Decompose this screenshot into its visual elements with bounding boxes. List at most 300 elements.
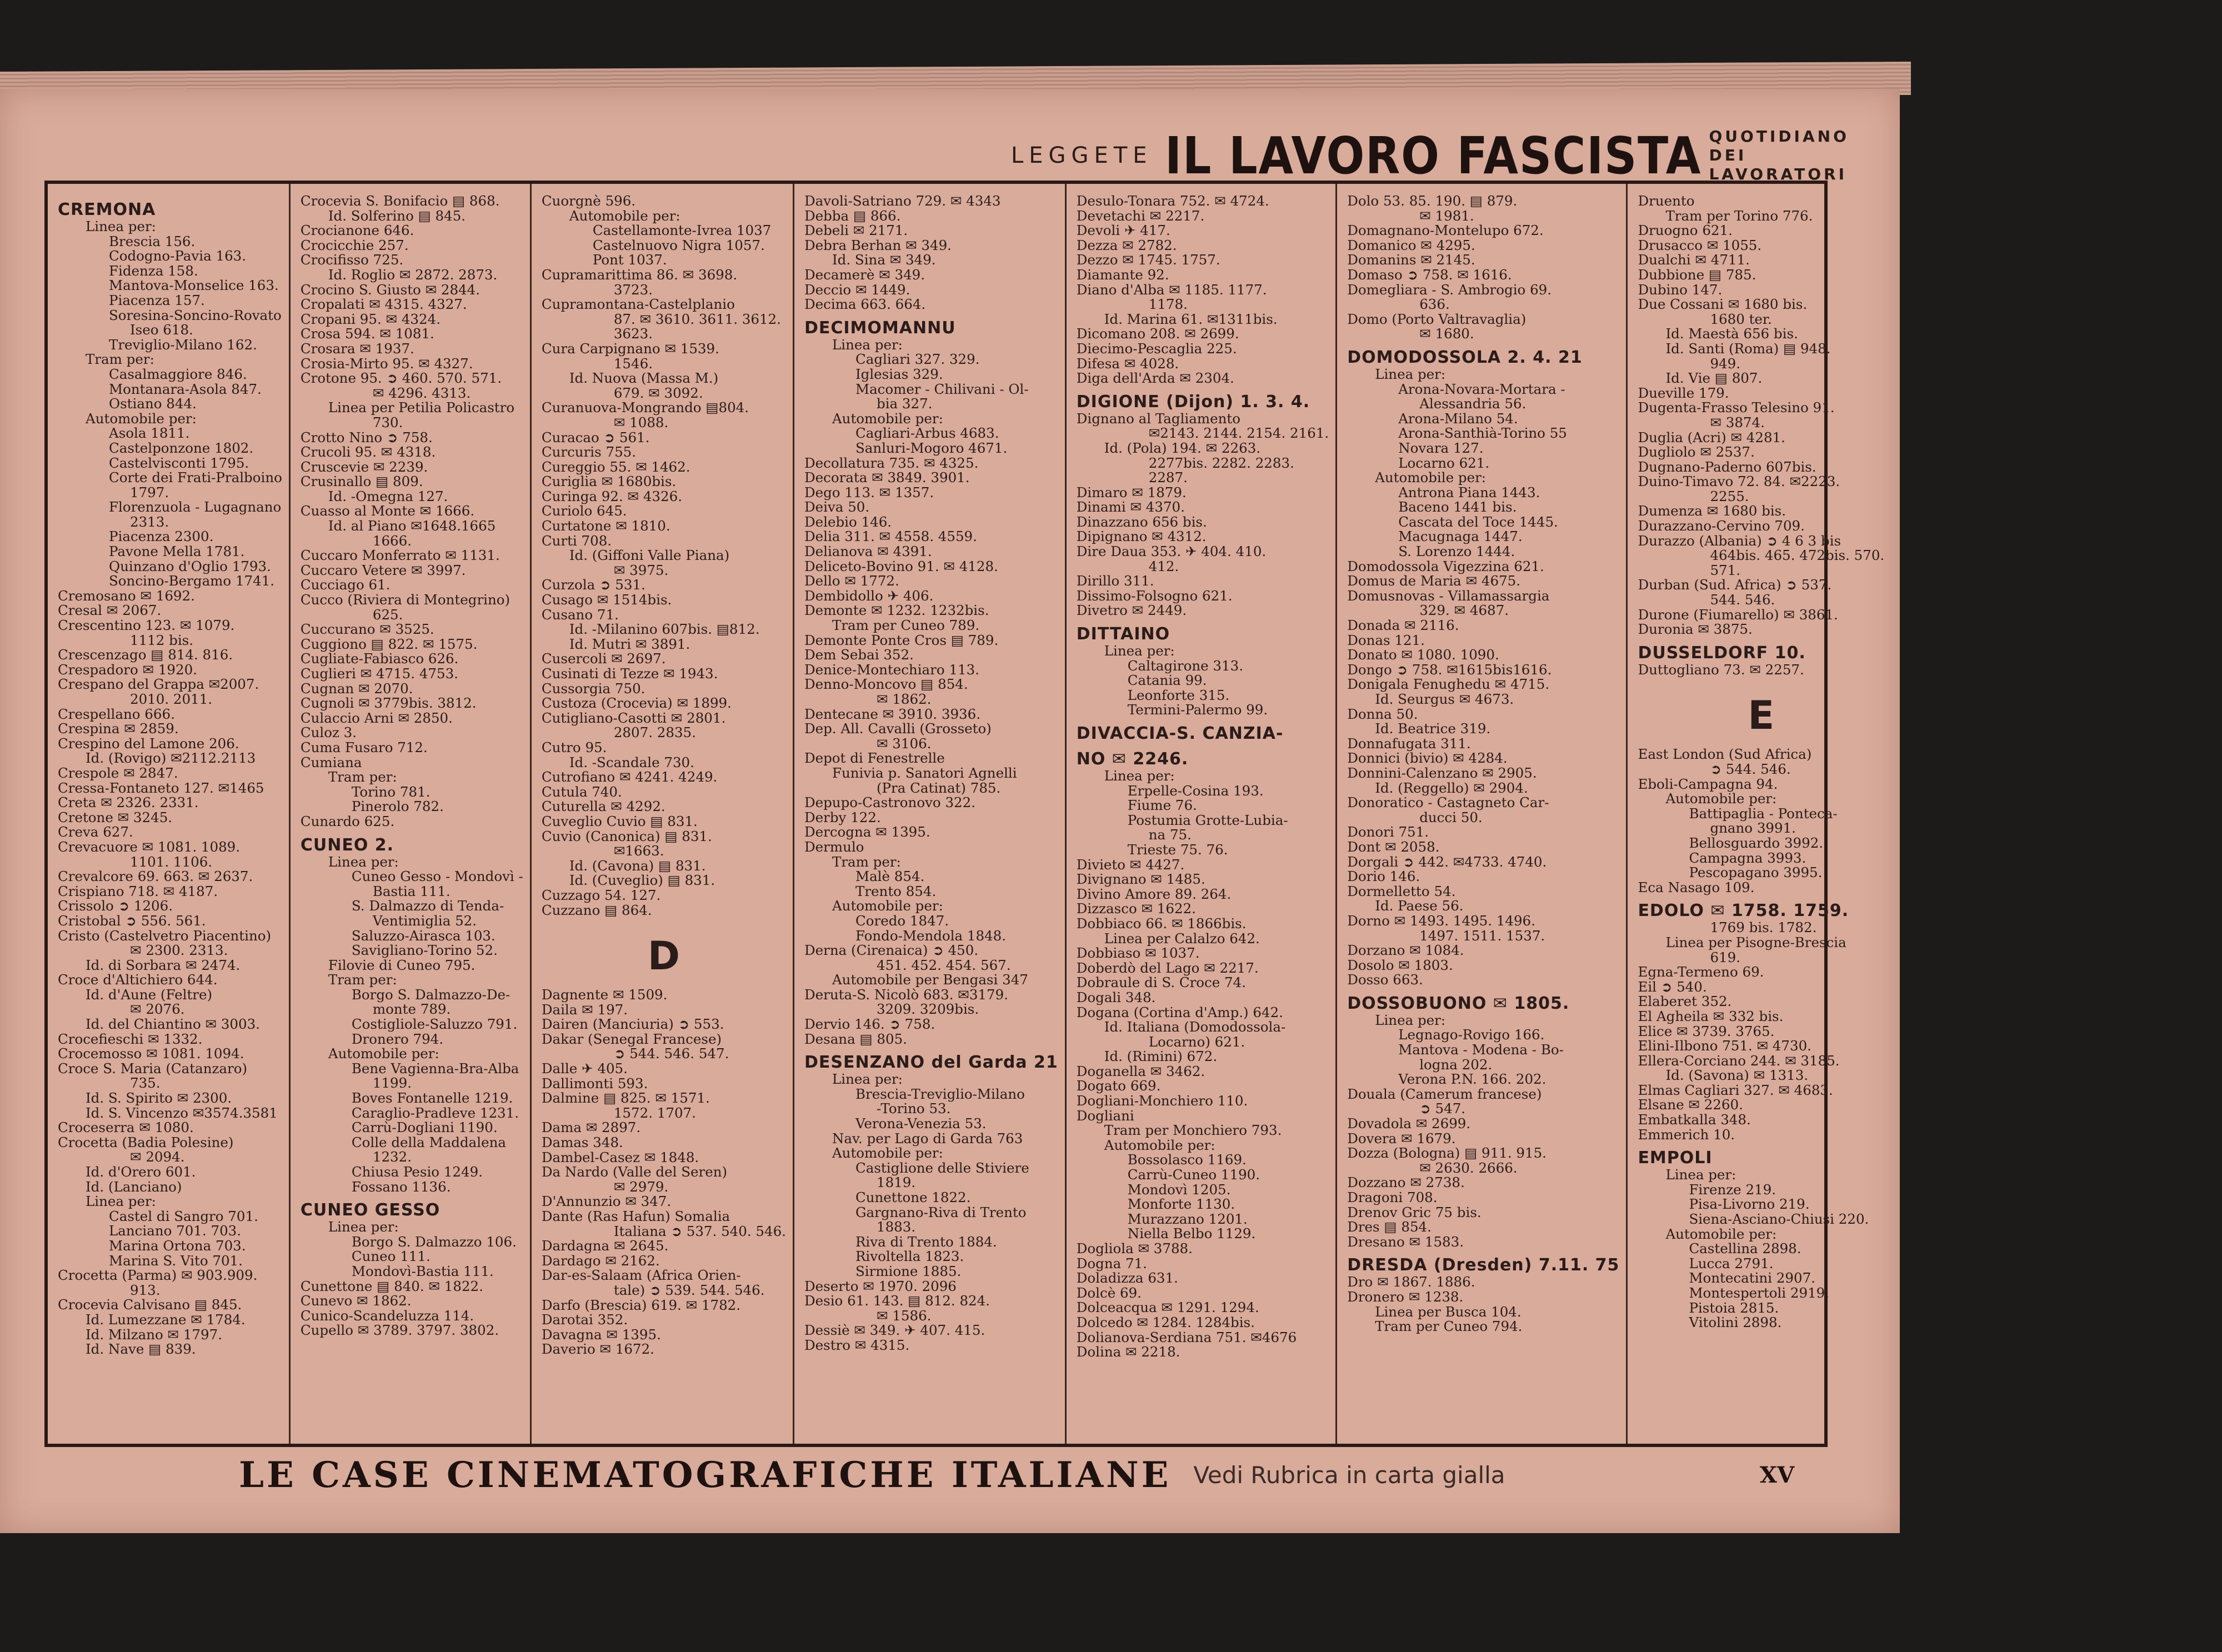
index-entry: Linea per:	[86, 218, 156, 234]
index-entry: Debeli ✉ 2171.	[804, 222, 908, 239]
index-entry: Dugnano-Paderno 607bis.	[1638, 458, 1816, 475]
index-entry: Culaccio Arni ✉ 2850.	[300, 709, 453, 726]
index-entry: Savigliano-Torino 52.	[351, 942, 498, 959]
index-entry: Cristobal ➲ 556. 561.	[58, 912, 206, 929]
index-entry: Id. (Reggello) ✉ 2904.	[1375, 779, 1528, 796]
index-entry: Id. Paese 56.	[1375, 898, 1464, 914]
index-entry: Cusano 71.	[541, 606, 619, 623]
index-entry: Domaso ➲ 758. ✉ 1616.	[1347, 266, 1512, 283]
index-entry: Dobraule di S. Croce 74.	[1076, 974, 1247, 991]
index-entry: Curtatone ✉ 1810.	[541, 518, 670, 534]
section-heading: DITTAINO	[1076, 624, 1170, 644]
index-entry: Pescopagano 3995.	[1689, 864, 1823, 881]
index-entry: Elaberet 352.	[1638, 993, 1732, 1010]
index-entry: Crissolo ➲ 1206.	[58, 898, 173, 914]
index-entry: gnano 3991.	[1710, 820, 1796, 837]
index-entry: Eil ➲ 540.	[1638, 978, 1707, 995]
index-entry: Dubbione ▤ 785.	[1638, 266, 1756, 283]
index-entry: Battipaglia - Ponteca-	[1689, 805, 1838, 822]
index-entry: na 75.	[1148, 827, 1192, 843]
index-entry: Donnafugata 311.	[1347, 735, 1471, 752]
index-entry: Montanara-Asola 847.	[109, 381, 262, 397]
index-entry: Sanluri-Mogoro 4671.	[855, 439, 1008, 456]
index-entry: Bastia 111.	[372, 883, 451, 899]
section-heading: DESENZANO del Garda 21	[804, 1053, 1058, 1073]
index-entry: Decima 663. 664.	[804, 296, 926, 313]
index-entry: Linea per:	[832, 336, 903, 353]
index-entry: Cuzzano ▤ 864.	[541, 902, 652, 918]
index-entry: Domusnovas - Villamassargia	[1347, 587, 1550, 604]
index-entry: 735.	[130, 1075, 161, 1092]
index-entry: Automobile per:	[328, 1045, 439, 1062]
index-entry: Darfo (Brescia) 619. ✉ 1782.	[541, 1296, 741, 1313]
index-entry: Monforte 1130.	[1127, 1196, 1235, 1213]
index-entry: Crosa 594. ✉ 1081.	[300, 326, 434, 342]
index-entry: Crespole ✉ 2847.	[58, 764, 178, 781]
index-entry: Italiana ➲ 537. 540. 546.	[613, 1223, 786, 1239]
index-entry: Id. (Cuveglio) ▤ 831.	[569, 872, 715, 889]
index-entry: 2277bis. 2282. 2283.	[1148, 454, 1294, 471]
index-column	[1067, 184, 1337, 1444]
index-entry: Croceserra ✉ 1080.	[58, 1119, 194, 1136]
index-entry: S. Dalmazzo di Tenda-	[351, 898, 504, 914]
index-entry: Castellamonte-Ivrea 1037	[592, 222, 772, 239]
index-entry: Montecatini 2907.	[1689, 1270, 1815, 1286]
index-entry: Cupramontana-Castelplanio	[541, 296, 735, 313]
section-heading: CUNEO 2.	[300, 835, 394, 855]
index-entry: Cuveglio Cuvio ▤ 831.	[541, 813, 698, 829]
index-column	[1337, 184, 1628, 1444]
index-entry: Cureggio 55. ✉ 1462.	[541, 458, 690, 475]
index-entry: Dercogna ✉ 1395.	[804, 824, 930, 840]
index-entry: Automobile per:	[569, 207, 680, 224]
index-entry: Elice ✉ 3739. 3765.	[1638, 1023, 1775, 1039]
index-entry: Crevacuore ✉ 1081. 1089.	[58, 838, 241, 855]
index-entry: Drenov Gric 75 bis.	[1347, 1204, 1482, 1220]
index-entry: Codogno-Pavia 163.	[109, 248, 247, 264]
index-entry: 949.	[1710, 355, 1740, 372]
index-entry: Cuneo Gesso - Mondovì -	[351, 868, 523, 885]
index-entry: Ellera-Corciano 244. ✉ 3185.	[1638, 1052, 1840, 1069]
page-header	[1011, 125, 1849, 186]
index-entry: bia 327.	[876, 396, 933, 412]
index-entry: Automobile per:	[1665, 1225, 1777, 1242]
index-entry: Depupo-Castronovo 322.	[804, 794, 975, 811]
index-entry: Funivia p. Sanatori Agnelli	[832, 764, 1017, 781]
letter-heading: D	[647, 933, 680, 979]
index-entry: Id. Solferino ▤ 845.	[328, 207, 466, 224]
index-entry: Cremosano ✉ 1692.	[58, 587, 195, 604]
index-entry: Egna-Termeno 69.	[1638, 964, 1764, 980]
index-entry: Crotone 95. ➲ 460. 570. 571.	[300, 370, 502, 387]
index-entry: Curiolo 645.	[541, 503, 627, 519]
index-entry: Dumenza ✉ 1680 bis.	[1638, 503, 1786, 519]
index-entry: Donada ✉ 2116.	[1347, 617, 1459, 634]
index-entry: Cagliari-Arbus 4683.	[855, 425, 999, 442]
index-entry: ✉ 2076.	[130, 1001, 185, 1018]
index-entry: Dro ✉ 1867. 1886.	[1347, 1274, 1475, 1290]
index-entry: Cagliari 327. 329.	[855, 351, 980, 368]
index-entry: Macomer - Chilivani - Ol-	[855, 381, 1029, 397]
index-entry: Dessiè ✉ 349. ✈ 407. 415.	[804, 1322, 985, 1339]
index-entry: Linea per:	[1104, 768, 1175, 784]
index-entry: 1178.	[1148, 296, 1188, 313]
index-entry: Delebio 146.	[804, 513, 892, 530]
index-entry: Cunevo ✉ 1862.	[300, 1293, 412, 1309]
index-entry: ✉ 4296. 4313.	[372, 384, 471, 401]
index-entry: Linea per Calalzo 642.	[1104, 930, 1260, 947]
index-entry: Donoratico - Castagneto Car-	[1347, 794, 1549, 811]
index-entry: Id. (Lanciano)	[86, 1178, 182, 1195]
index-entry: Crucoli 95. ✉ 4318.	[300, 444, 436, 460]
index-entry: Dalle ✈ 405.	[541, 1060, 628, 1077]
index-entry: Cuorgnè 596.	[541, 193, 636, 209]
index-entry: 3723.	[613, 281, 653, 298]
index-entry: Cunico-Scandeluzza 114.	[300, 1307, 474, 1324]
index-entry: Castelnuovo Nigra 1057.	[592, 237, 765, 253]
index-entry: Verona-Venezia 53.	[855, 1115, 987, 1132]
index-entry: Casalmaggiore 846.	[109, 366, 247, 382]
index-entry: Boves Fontanelle 1219.	[351, 1090, 513, 1107]
index-entry: 1819.	[876, 1174, 916, 1191]
index-entry: Cresal ✉ 2067.	[58, 602, 162, 619]
index-entry: Niella Belbo 1129.	[1127, 1225, 1256, 1242]
index-entry: Eboli-Campagna 94.	[1638, 775, 1778, 792]
index-entry: Campagna 3993.	[1689, 849, 1806, 866]
index-entry: 3623.	[613, 326, 653, 342]
index-entry: 679. ✉ 3092.	[613, 384, 703, 401]
index-entry: Deserto ✉ 1970. 2096	[804, 1278, 957, 1294]
index-entry: Cutula 740.	[541, 783, 622, 800]
index-entry: Fidenza 158.	[109, 262, 198, 279]
index-entry: Id. Marina 61. ✉1311bis.	[1104, 311, 1278, 327]
index-entry: Curcuris 755.	[541, 444, 637, 460]
index-entry: Dairen (Manciuria) ➲ 553.	[541, 1016, 724, 1033]
index-entry: Vitolini 2898.	[1689, 1314, 1782, 1331]
index-entry: Dagnente ✉ 1509.	[541, 987, 668, 1003]
index-entry: Tram per:	[328, 972, 397, 988]
index-entry: Dolina ✉ 2218.	[1076, 1344, 1180, 1360]
index-column	[794, 184, 1067, 1444]
index-entry: Domanico ✉ 4295.	[1347, 237, 1475, 253]
index-entry: Difesa ✉ 4028.	[1076, 355, 1179, 372]
index-entry: Crespino del Lamone 206.	[58, 735, 239, 752]
index-entry: Donnici (bivio) ✉ 4284.	[1347, 750, 1508, 767]
index-entry: Domo (Porto Valtravaglia)	[1347, 311, 1527, 327]
index-entry: 1666.	[372, 532, 412, 549]
index-entry: ✉ 2630. 2666.	[1419, 1159, 1518, 1176]
section-heading: DRESDA (Dresden) 7.11. 75	[1347, 1255, 1620, 1275]
index-entry: Dermulo	[804, 838, 864, 855]
index-entry: Crescentino 123. ✉ 1079.	[58, 617, 235, 634]
index-entry: Durazzo (Albania) ➲ 4 6 3 bis	[1638, 532, 1841, 549]
index-entry: Cascata del Toce 1445.	[1398, 513, 1558, 530]
index-entry: Deruta-S. Nicolò 683. ✉3179.	[804, 986, 1008, 1003]
index-entry: Dignano al Tagliamento	[1076, 410, 1240, 427]
index-entry: Murazzano 1201.	[1127, 1210, 1248, 1227]
index-entry: Borgo S. Dalmazzo-De-	[351, 986, 511, 1003]
index-entry: Deliceto-Bovino 91. ✉ 4128.	[804, 558, 998, 574]
index-entry: Id. (Rovigo) ✉2112.2113	[86, 750, 256, 767]
index-entry: Crespano del Grappa ✉2007.	[58, 676, 259, 693]
index-entry: (Pra Catinat) 785.	[876, 779, 1001, 796]
index-entry: Cura Carpignano ✉ 1539.	[541, 340, 719, 357]
index-entry: Treviglio-Milano 162.	[109, 336, 257, 353]
index-entry: S. Lorenzo 1444.	[1398, 543, 1515, 560]
section-heading: DIVACCIA-S. CANZIA-	[1076, 724, 1284, 743]
index-entry: Arona-Milano 54.	[1398, 410, 1518, 427]
index-entry: East London (Sud Africa)	[1638, 746, 1812, 763]
index-entry: Davagna ✉ 1395.	[541, 1326, 661, 1343]
index-entry: Dogliola ✉ 3788.	[1076, 1240, 1193, 1256]
index-entry: Tram per Monchiero 793.	[1104, 1122, 1282, 1139]
index-entry: Quinzano d'Oglio 1793.	[109, 558, 271, 574]
index-entry: Pont 1037.	[592, 252, 667, 268]
index-entry: Cuasso al Monte ✉ 1666.	[300, 503, 475, 519]
index-entry: 2255.	[1710, 488, 1749, 504]
index-entry: Dozza (Bologna) ▤ 911. 915.	[1347, 1145, 1547, 1162]
index-entry: Cuccaro Vetere ✉ 3997.	[300, 562, 466, 578]
index-entry: Id. Nave ▤ 839.	[86, 1341, 196, 1358]
index-entry: Crespellano 666.	[58, 705, 175, 722]
index-entry: Tram per Torino 776.	[1665, 207, 1813, 224]
index-entry: 451. 452. 454. 567.	[876, 957, 1011, 973]
index-entry: Crocevia Calvisano ▤ 845.	[58, 1296, 242, 1313]
index-entry: Verona P.N. 166. 202.	[1398, 1071, 1547, 1088]
index-entry: Tram per:	[86, 351, 154, 368]
index-entry: Divetro ✉ 2449.	[1076, 602, 1187, 619]
index-entry: Fossano 1136.	[351, 1178, 451, 1195]
index-entry: Montespertoli 2919.	[1689, 1285, 1830, 1301]
index-entry: Crocifisso 725.	[300, 252, 404, 268]
letter-heading: E	[1748, 693, 1775, 739]
index-entry: Dozzano ✉ 2738.	[1347, 1174, 1465, 1191]
index-entry: Deiva 50.	[804, 499, 870, 515]
index-frame	[44, 181, 1885, 1447]
index-entry: Dugliolo ✉ 2537.	[1638, 444, 1755, 460]
index-entry: 2287.	[1148, 469, 1188, 486]
index-entry: Devoli ✈ 417.	[1076, 222, 1170, 239]
section-heading: EDOLO ✉ 1758. 1759.	[1638, 901, 1849, 921]
index-entry: Id. Santi (Roma) ▤ 948.	[1665, 340, 1831, 357]
index-entry: Caltagirone 313.	[1127, 657, 1243, 674]
index-entry: Locarno) 621.	[1148, 1033, 1245, 1050]
index-entry: Dezzo ✉ 1745. 1757.	[1076, 252, 1220, 268]
index-entry: Id. Mutri ✉ 3891.	[569, 635, 690, 652]
index-entry: Domanins ✉ 2145.	[1347, 252, 1475, 268]
index-entry: Douala (Camerum francese)	[1347, 1085, 1542, 1102]
index-entry: Linea per:	[1665, 1167, 1736, 1183]
index-entry: Decollatura 735. ✉ 4325.	[804, 454, 979, 471]
index-entry: Arona-Santhià-Torino 55	[1398, 425, 1567, 442]
index-entry: Decamerè ✉ 349.	[804, 266, 925, 283]
index-entry: Marina S. Vito 701.	[109, 1252, 243, 1269]
index-entry: Desio 61. 143. ▤ 812. 824.	[804, 1293, 990, 1309]
index-entry: Florenzuola - Lugagnano	[109, 499, 282, 515]
index-entry: Id. del Chiantino ✉ 3003.	[86, 1016, 260, 1033]
index-entry: Dogana (Cortina d'Amp.) 642.	[1076, 1004, 1283, 1020]
index-entry: Lanciano 701. 703.	[109, 1223, 242, 1239]
index-entry: Crispiano 718. ✉ 4187.	[58, 883, 218, 899]
index-entry: Id. -Omegna 127.	[328, 488, 448, 504]
index-entry: Siena-Asciano-Chiusi 220.	[1689, 1211, 1869, 1228]
index-entry: Id. -Scandale 730.	[569, 754, 694, 770]
index-entry: Croce S. Maria (Catanzaro)	[58, 1060, 248, 1077]
index-entry: Linea per:	[86, 1193, 156, 1210]
index-entry: 329. ✉ 4687.	[1419, 602, 1509, 619]
index-entry: Castellina 2898.	[1689, 1240, 1801, 1257]
index-entry: Locarno 621.	[1398, 454, 1490, 471]
index-entry: Cugliate-Fabiasco 626.	[300, 650, 459, 667]
index-entry: Dragoni 708.	[1347, 1189, 1438, 1205]
index-entry: Elmas Cagliari 327. ✉ 4683.	[1638, 1082, 1833, 1098]
index-entry: Dobbiaso ✉ 1037.	[1076, 945, 1200, 962]
index-entry: monte 789.	[372, 1001, 451, 1018]
index-entry: ducci 50.	[1419, 809, 1483, 825]
index-entry: Davoli-Satriano 729. ✉ 4343	[804, 193, 1001, 209]
index-entry: Crusinallo ▤ 809.	[300, 473, 423, 490]
index-entry: Corte dei Frati-Pralboino	[109, 469, 282, 486]
index-entry: Castelponzone 1802.	[109, 439, 254, 456]
index-entry: Dorio 146.	[1347, 868, 1420, 885]
index-entry: Dosolo ✉ 1803.	[1347, 957, 1453, 973]
index-entry: Dovera ✉ 1679.	[1347, 1130, 1456, 1147]
index-entry: Durban (Sud. Africa) ➲ 537.	[1638, 577, 1832, 593]
index-entry: 619.	[1710, 949, 1740, 965]
index-entry: Pistoia 2815.	[1689, 1299, 1779, 1316]
index-entry: Cuccaro Monferrato ✉ 1131.	[300, 547, 500, 564]
index-entry: Emmerich 10.	[1638, 1126, 1735, 1143]
index-entry: Id. Maestà 656 bis.	[1665, 326, 1798, 342]
index-entry: Diano d'Alba ✉ 1185. 1177.	[1076, 281, 1267, 298]
index-entry: D'Annunzio ✉ 347.	[541, 1193, 672, 1210]
index-entry: Linea per:	[328, 1219, 399, 1235]
index-entry: Cuzzago 54. 127.	[541, 887, 661, 903]
index-entry: Mantova - Modena - Bo-	[1398, 1042, 1564, 1058]
index-entry: Dembidollo ✈ 406.	[804, 587, 934, 604]
index-column	[1628, 184, 1891, 1444]
index-entry: 2807. 2835.	[613, 724, 696, 741]
index-entry: Piacenza 157.	[109, 292, 205, 308]
index-entry: Cuneo 111.	[351, 1248, 431, 1265]
index-entry: Culoz 3.	[300, 724, 357, 741]
index-entry: Delianova ✉ 4391.	[804, 543, 932, 560]
index-entry: Dentecane ✉ 3910. 3936.	[804, 705, 981, 722]
index-entry: Dolcedo ✉ 1284. 1284bis.	[1076, 1314, 1255, 1330]
index-entry: Filovie di Cuneo 795.	[328, 957, 476, 973]
index-entry: Borgo S. Dalmazzo 106.	[351, 1233, 517, 1250]
index-entry: ✉ 1088.	[613, 414, 669, 430]
index-entry: Automobile per Bengasi 347	[832, 972, 1028, 988]
index-entry: Id. di Sorbara ✉ 2474.	[86, 957, 241, 973]
index-entry: 636.	[1419, 296, 1450, 313]
index-entry: Elsane ✉ 2260.	[1638, 1097, 1743, 1113]
index-entry: Dobbiaco 66. ✉ 1866bis.	[1076, 915, 1247, 932]
index-entry: 1572. 1707.	[613, 1104, 696, 1121]
index-entry: Crescenzago ▤ 814. 816.	[58, 647, 233, 663]
index-entry: Dogliani-Monchiero 110.	[1076, 1093, 1248, 1109]
index-entry: ✉ 3975.	[613, 562, 669, 578]
index-entry: Dolo 53. 85. 190. ▤ 879.	[1347, 193, 1518, 209]
index-entry: Duronia ✉ 3875.	[1638, 621, 1753, 638]
index-entry: Soncino-Bergamo 1741.	[109, 573, 275, 589]
index-entry: Tram per:	[328, 769, 397, 785]
index-entry: Cropalati ✉ 4315. 4327.	[300, 296, 467, 313]
index-entry: Elini-Ilbono 751. ✉ 4730.	[1638, 1038, 1811, 1054]
index-entry: Dueville 179.	[1638, 384, 1729, 401]
index-entry: Dongo ➲ 758. ✉1615bis1616.	[1347, 661, 1552, 678]
index-entry: Id. (Giffoni Valle Piana)	[569, 547, 730, 564]
index-entry: Fondo-Mendola 1848.	[855, 927, 1007, 944]
index-entry: ✉ 3874.	[1710, 414, 1765, 430]
index-entry: Cretone ✉ 3245.	[58, 809, 173, 825]
index-entry: Dronero ✉ 1238.	[1347, 1288, 1464, 1305]
index-entry: Colle della Maddalena	[351, 1134, 506, 1150]
index-entry: Linea per Petilia Policastro	[328, 399, 515, 416]
index-entry: Dalmine ▤ 825. ✉ 1571.	[541, 1090, 710, 1107]
index-entry: ➲ 547.	[1419, 1100, 1466, 1117]
index-entry: Piacenza 2300.	[109, 528, 214, 545]
index-entry: Leonforte 315.	[1127, 687, 1230, 703]
index-entry: Crespina ✉ 2859.	[58, 720, 179, 737]
index-entry: Marina Ortona 703.	[109, 1237, 246, 1254]
index-entry: Malè 854.	[855, 868, 925, 885]
index-entry: Bossolasco 1169.	[1127, 1152, 1247, 1168]
index-entry: Embatkalla 348.	[1638, 1112, 1751, 1128]
index-entry: Destro ✉ 4315.	[804, 1336, 910, 1353]
index-entry: Ventimiglia 52.	[372, 912, 477, 929]
index-entry: Dire Daua 353. ✈ 404. 410.	[1076, 543, 1267, 560]
index-entry: Due Cossani ✉ 1680 bis.	[1638, 296, 1808, 313]
index-entry: Donna 50.	[1347, 705, 1418, 722]
index-entry: Crocino S. Giusto ✉ 2844.	[300, 281, 481, 298]
index-entry: Cuglieri ✉ 4715. 4753.	[300, 665, 458, 682]
index-entry: Domus de Maria ✉ 4675.	[1347, 573, 1521, 589]
index-entry: Dorgali ➲ 442. ✉4733. 4740.	[1347, 853, 1547, 870]
index-entry: Crocicchie 257.	[300, 237, 409, 253]
index-entry: Iglesias 329.	[855, 366, 943, 382]
index-entry: Id. Italiana (Domodossola-	[1104, 1019, 1286, 1035]
index-entry: Cupramarittima 86. ✉ 3698.	[541, 266, 738, 283]
index-entry: Dogliani	[1076, 1107, 1134, 1124]
index-entry: Curanuova-Mongrando ▤804.	[541, 399, 749, 416]
index-entry: Diga dell'Arda ✉ 2304.	[1076, 370, 1234, 387]
index-entry: Dicomano 208. ✉ 2699.	[1076, 326, 1239, 342]
index-entry: Automobile per:	[832, 898, 943, 914]
index-entry: Costigliole-Saluzzo 791.	[351, 1016, 518, 1033]
index-entry: Erpelle-Cosina 193.	[1127, 782, 1264, 799]
index-entry: Carrù-Dogliani 1190.	[351, 1119, 498, 1136]
index-entry: Cuma Fusaro 712.	[300, 739, 428, 755]
index-entry: Crocemosso ✉ 1081. 1094.	[58, 1045, 244, 1062]
section-heading: DIGIONE (Dijon) 1. 3. 4.	[1076, 392, 1310, 412]
index-entry: Pinerolo 782.	[351, 798, 444, 815]
index-entry: Automobile per:	[1104, 1137, 1215, 1153]
index-entry: Durazzano-Cervino 709.	[1638, 518, 1805, 534]
header-subtitle	[1709, 127, 1849, 184]
index-entry: Domagnano-Montelupo 672.	[1347, 222, 1544, 239]
index-entry: Divignano ✉ 1485.	[1076, 871, 1205, 888]
index-entry: Dolceacqua ✉ 1291. 1294.	[1076, 1299, 1259, 1316]
index-entry: Crocevia S. Bonifacio ▤ 868.	[300, 193, 500, 209]
index-entry: Tram per Cuneo 789.	[832, 617, 980, 634]
index-entry: Automobile per:	[832, 410, 943, 427]
index-entry: 2313.	[130, 513, 169, 530]
index-entry: Tram per:	[832, 853, 901, 870]
index-entry: Id. Sina ✉ 349.	[832, 252, 936, 268]
index-entry: Domegliara - S. Ambrogio 69.	[1347, 281, 1552, 298]
index-entry: Dogali 348.	[1076, 989, 1156, 1005]
